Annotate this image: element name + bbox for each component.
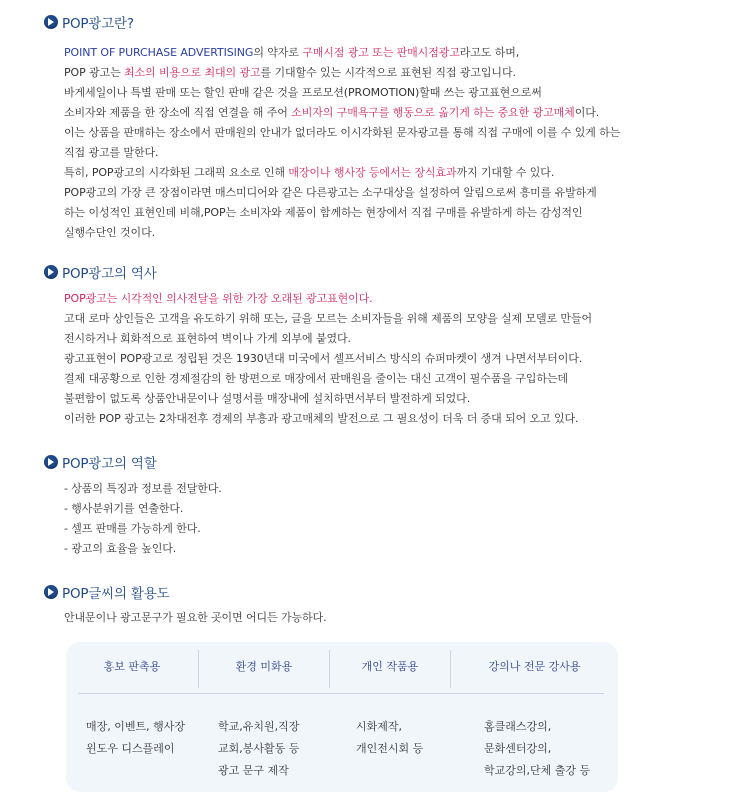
usage-item: 광고 문구 제작: [218, 764, 289, 777]
text-line: [64, 163, 734, 183]
usage-column-header: 환경 미화용: [235, 660, 293, 673]
section-body-role: [64, 479, 734, 559]
section-heading-role: [44, 452, 157, 472]
text-line: [64, 223, 734, 243]
usage-item: 교회,봉사활동 등: [218, 742, 300, 755]
arrow-bullet-icon: [44, 265, 58, 279]
body-text: POP 광고는: [64, 66, 124, 79]
body-text: POP광고의 가장 큰 장점이라면 매스미디어와 같은 다른광고는 소구대상을 설정하여 알림으로써 흥미를 유발하게: [64, 186, 597, 199]
arrow-bullet-icon: [44, 15, 58, 29]
body-text: - 상품의 특징과 정보를 전달한다.: [64, 482, 222, 495]
highlight-text: 구매시점 광고 또는 판매시점광고: [302, 46, 460, 59]
usage-item: 학교,유치원,직장: [218, 720, 300, 733]
text-line: [64, 309, 734, 329]
usage-column-header: 개인 작품용: [361, 660, 419, 673]
text-line: [64, 409, 734, 429]
text-line: [64, 143, 734, 163]
body-text: - 행사분위기를 연출한다.: [64, 502, 184, 515]
highlight-text: 소비자의 구매욕구를 행동으로 옮기게 하는 중요한 광고매체: [291, 106, 575, 119]
usage-column-items: [356, 716, 423, 760]
usage-item: 매장, 이벤트, 행사장: [86, 720, 185, 733]
section-title: POP광고의 역할: [62, 456, 157, 472]
body-text: 이는 상품을 판매하는 장소에서 판매원의 안내가 없더라도 이시각화된 문자광고를 통해 직접 구매에 이를 수 있게 하는: [64, 126, 621, 139]
text-line: [64, 608, 734, 628]
body-text: 바게세일이나 특별 판매 또는 할인 판매 같은 것을 프로모션(PROMOTION)할때 쓰는 광고표현으로써: [64, 86, 542, 99]
body-text: 특히, POP광고의 시각화된 그래픽 요소로 인해: [64, 166, 289, 179]
section-heading-usage: [44, 582, 169, 602]
body-text: 전시하거나 회화적으로 표현하여 벽이나 가게 외부에 붙였다.: [64, 332, 351, 345]
text-line: [64, 103, 734, 123]
section-body-usage: [64, 608, 734, 628]
usage-item: 개인전시회 등: [356, 742, 424, 755]
usage-item: 학교강의,단체 출강 등: [484, 764, 591, 777]
text-line: [64, 519, 734, 539]
text-line: [64, 369, 734, 389]
usage-column-header: 강의나 전문 강사용: [488, 660, 581, 673]
body-text: 까지 기대할 수 있다.: [456, 166, 555, 179]
body-text: 라고도 하며,: [459, 46, 520, 59]
highlight-text: POINT OF PURCHASE ADVERTISING: [64, 46, 254, 59]
section-body-what: [64, 43, 734, 243]
body-text: 이러한 POP 광고는 2차대전후 경제의 부흥과 광고매체의 발전으로 그 필요성이 더욱 더 증대 되어 오고 있다.: [64, 412, 579, 425]
section-title: POP글씨의 활용도: [62, 586, 170, 602]
body-text: 광고표현이 POP광고로 정립된 것은 1930년대 미국에서 셀프서비스 방식의 슈퍼마켓이 생겨 나면서부터이다.: [64, 352, 583, 365]
body-text: 이다.: [574, 106, 600, 119]
text-line: [64, 289, 734, 309]
body-text: 불편함이 없도록 상품안내문이나 설명서를 매장내에 설치하면서부터 발전하게 되었다.: [64, 392, 471, 405]
text-line: [64, 63, 734, 83]
highlight-text: 매장이나 행사장 등에서는 장식효과: [288, 166, 457, 179]
header-divider: [78, 693, 604, 694]
usage-table: [66, 642, 618, 792]
body-text: 안내문이나 광고문구가 필요한 곳이면 어디든 가능하다.: [64, 611, 327, 624]
usage-column-header: 홍보 판촉용: [103, 660, 161, 673]
section-heading-history: [44, 262, 157, 282]
usage-item: 윈도우 디스플레이: [86, 742, 175, 755]
arrow-bullet-icon: [44, 585, 58, 599]
highlight-text: 최소의 비용으로 최대의 광고: [124, 66, 261, 79]
usage-item: 문화센터강의,: [484, 742, 552, 755]
usage-item: 홈클래스강의,: [484, 720, 552, 733]
body-text: 하는 이성적인 표현인데 비해,POP는 소비자와 제품이 함께하는 현장에서 직접 구매를 유발하게 하는 감성적인: [64, 206, 583, 219]
text-line: [64, 479, 734, 499]
section-title: POP광고의 역사: [62, 266, 157, 282]
body-text: 직접 광고를 말한다.: [64, 146, 159, 159]
body-text: 소비자와 제품을 한 장소에 직접 연결을 해 주어: [64, 106, 292, 119]
text-line: [64, 183, 734, 203]
text-line: [64, 123, 734, 143]
body-text: 의 약자로: [253, 46, 303, 59]
highlight-text: POP광고는 시각적인 의사전달을 위한 가장 오래된 광고표현이다.: [64, 292, 373, 305]
text-line: [64, 43, 734, 63]
body-text: 고대 로마 상인들은 고객을 유도하기 위해 또는, 글을 모르는 소비자들을 위해 제품의 모양을 실제 모델로 만들어: [64, 312, 593, 325]
section-heading-what: [44, 12, 134, 32]
text-line: [64, 389, 734, 409]
body-text: 를 기대할수 있는 시각적으로 표현된 직접 광고입니다.: [260, 66, 516, 79]
text-line: [64, 203, 734, 223]
text-line: [64, 83, 734, 103]
body-text: 실행수단인 것이다.: [64, 226, 156, 239]
usage-column-items: [218, 716, 299, 782]
usage-item: 시화제작,: [356, 720, 403, 733]
section-body-history: [64, 289, 734, 429]
text-line: [64, 539, 734, 559]
text-line: [64, 499, 734, 519]
body-text: 결제 대공황으로 인한 경제절감의 한 방편으로 매장에서 판매원을 줄이는 대신 고객이 필수품을 구입하는데: [64, 372, 568, 385]
arrow-bullet-icon: [44, 455, 58, 469]
body-text: - 셀프 판매를 가능하게 한다.: [64, 522, 201, 535]
text-line: [64, 329, 734, 349]
body-text: - 광고의 효율을 높인다.: [64, 542, 177, 555]
text-line: [64, 349, 734, 369]
usage-column-items: [86, 716, 185, 760]
usage-column-items: [484, 716, 590, 782]
section-title: POP광고란?: [62, 16, 134, 32]
